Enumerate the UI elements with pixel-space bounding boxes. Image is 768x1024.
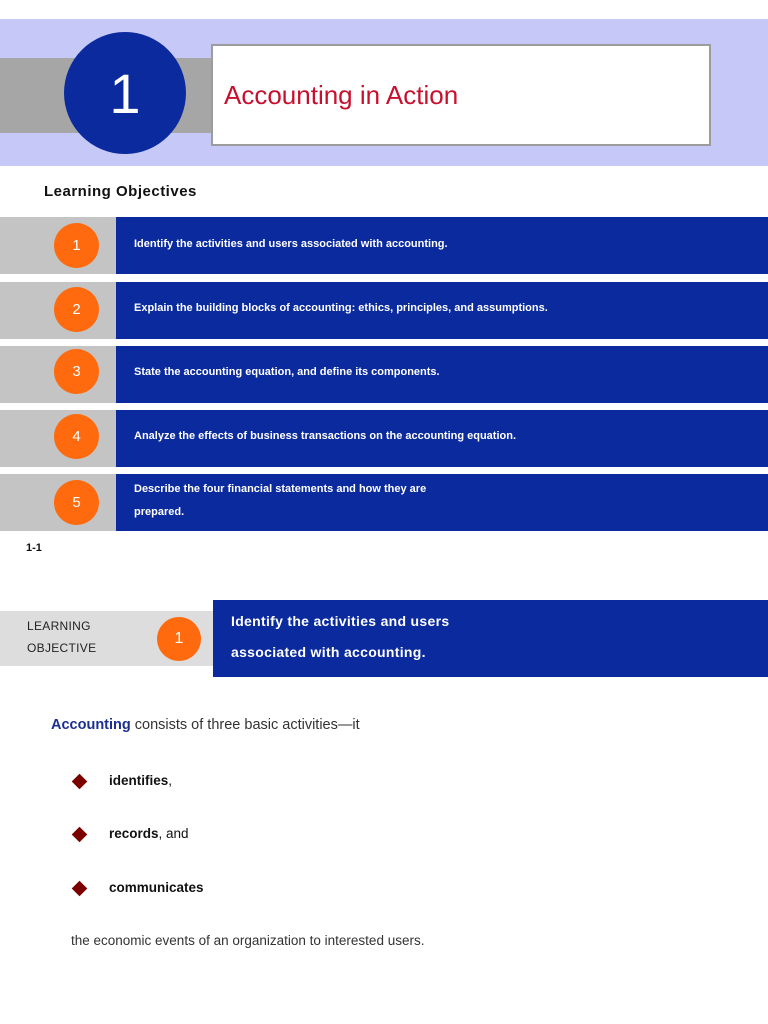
chapter-title: Accounting in Action [224,79,459,110]
objective-banner-line2: associated with accounting. [231,644,426,660]
objective-row-3 [0,346,768,403]
objective-row-5 [0,474,768,531]
diamond-bullet-icon [72,774,88,790]
bullet-bold: records [109,826,159,841]
objective-number-badge: 4 [54,414,99,459]
accounting-term: Accounting [51,717,131,733]
objective-text-line2: prepared. [134,506,185,518]
chapter-number-circle: 1 [64,32,186,154]
objective-label: OBJECTIVE [27,641,97,655]
objective-banner [213,600,768,677]
intro-rest: consists of three basic activities—it [130,717,360,733]
objective-row-2 [0,282,768,339]
objective-text: Analyze the effects of business transactions on the accounting equation. [134,430,517,442]
chapter-title-box [211,44,711,146]
objective-text-line1: Describe the four financial statements and how they are [134,483,427,495]
closing-sentence: the economic events of an organization to interested users. [71,933,425,948]
diamond-bullet-icon [72,881,88,897]
bullet-bold: identifies [109,773,169,788]
objective-number-badge: 1 [54,223,99,268]
objective-row-1 [0,217,768,274]
intro-sentence [51,717,360,733]
diamond-bullet-icon [72,827,88,843]
objective-number-badge: 1 [157,617,201,661]
objective-number-badge: 2 [54,287,99,332]
objective-text: Explain the building blocks of accounting: ethics, principles, and assumptions. [134,302,548,314]
objective-text: Identify the activities and users associated with accounting. [134,238,448,250]
objective-row-4 [0,410,768,467]
learning-objectives-heading: Learning Objectives [44,183,197,200]
objective-number-badge: 5 [54,480,99,525]
learning-label: LEARNING [27,619,91,633]
objective-banner-line1: Identify the activities and users [231,613,450,629]
slide-number: 1-1 [26,542,42,554]
objective-text: State the accounting equation, and define its components. [134,366,440,378]
bullet-bold: communicates [109,880,204,895]
objective-number-badge: 3 [54,349,99,394]
